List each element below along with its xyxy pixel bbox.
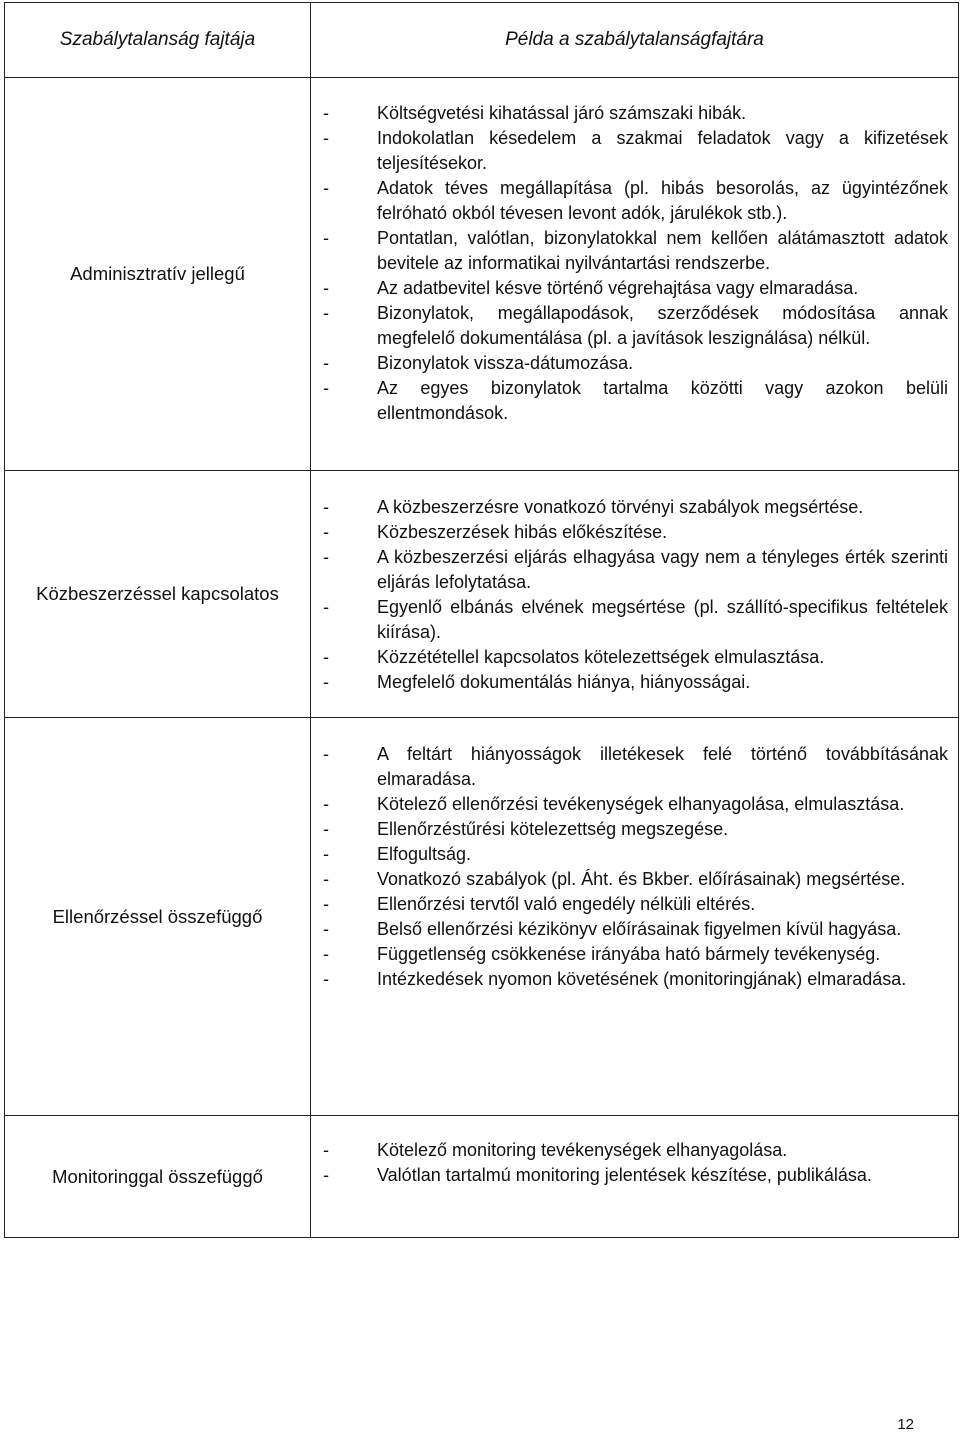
list-item bbox=[317, 301, 948, 351]
list-item bbox=[317, 101, 948, 126]
bullet-dash: - bbox=[323, 869, 329, 889]
list-item-text: A feltárt hiányosságok illetékesek felé történő továbbításának elmaradása. bbox=[377, 744, 948, 789]
list-item bbox=[317, 1138, 948, 1163]
list-item-text: Közzététellel kapcsolatos kötelezettségek elmulasztása. bbox=[377, 647, 825, 667]
list-item-text: Valótlan tartalmú monitoring jelentések készítése, publikálása. bbox=[377, 1165, 872, 1185]
bullet-dash: - bbox=[323, 1165, 329, 1185]
list-item bbox=[317, 545, 948, 595]
example-list bbox=[311, 471, 958, 695]
example-list bbox=[311, 78, 958, 447]
list-item bbox=[317, 792, 948, 817]
table-row bbox=[5, 1116, 959, 1238]
bullet-dash: - bbox=[323, 378, 329, 398]
list-item-text: Bizonylatok, megállapodások, szerződések módosítása annak megfelelő dokumentálása (pl. a javítások leszignálása) nélkül. bbox=[377, 303, 948, 348]
list-item bbox=[317, 817, 948, 842]
irregularity-table bbox=[4, 2, 959, 1238]
header-example: Példa a szabálytalanságfajtára bbox=[311, 3, 959, 78]
header-type: Szabálytalanság fajtája bbox=[5, 3, 311, 78]
irregularity-type: Monitoringgal összefüggő bbox=[5, 1116, 311, 1238]
bullet-dash: - bbox=[323, 597, 329, 617]
irregularity-type: Ellenőrzéssel összefüggő bbox=[5, 718, 311, 1116]
list-item bbox=[317, 276, 948, 301]
list-item bbox=[317, 1163, 948, 1188]
list-item-text: Ellenőrzéstűrési kötelezettség megszegése. bbox=[377, 819, 729, 839]
bullet-dash: - bbox=[323, 128, 329, 148]
irregularity-type: Közbeszerzéssel kapcsolatos bbox=[5, 471, 311, 718]
example-list-cell bbox=[311, 78, 959, 471]
table-row bbox=[5, 471, 959, 718]
bullet-dash: - bbox=[323, 103, 329, 123]
table-row bbox=[5, 718, 959, 1116]
list-item-text: Kötelező monitoring tevékenységek elhanyagolása. bbox=[377, 1140, 788, 1160]
example-list-cell bbox=[311, 1116, 959, 1238]
list-item-text: Pontatlan, valótlan, bizonylatokkal nem kellően alátámasztott adatok bevitele az informatikai nyilvántartási rendszerbe. bbox=[377, 228, 948, 273]
list-item bbox=[317, 351, 948, 376]
list-item-text: Vonatkozó szabályok (pl. Áht. és Bkber. előírásainak) megsértése. bbox=[377, 869, 906, 889]
bullet-dash: - bbox=[323, 228, 329, 248]
example-list-cell bbox=[311, 718, 959, 1116]
bullet-dash: - bbox=[323, 794, 329, 814]
list-item bbox=[317, 595, 948, 645]
list-item bbox=[317, 226, 948, 276]
list-item-text: Közbeszerzések hibás előkészítése. bbox=[377, 522, 668, 542]
list-item bbox=[317, 942, 948, 967]
bullet-dash: - bbox=[323, 547, 329, 567]
bullet-dash: - bbox=[323, 647, 329, 667]
irregularity-type: Adminisztratív jellegű bbox=[5, 78, 311, 471]
list-item bbox=[317, 376, 948, 426]
list-item-text: Intézkedések nyomon követésének (monitoringjának) elmaradása. bbox=[377, 969, 907, 989]
list-item-text: Az egyes bizonylatok tartalma közötti vagy azokon belüli ellentmondások. bbox=[377, 378, 948, 423]
bullet-dash: - bbox=[323, 303, 329, 323]
bullet-dash: - bbox=[323, 672, 329, 692]
example-list-cell bbox=[311, 471, 959, 718]
list-item bbox=[317, 495, 948, 520]
bullet-dash: - bbox=[323, 894, 329, 914]
list-item-text: Elfogultság. bbox=[377, 844, 472, 864]
list-item-text: Megfelelő dokumentálás hiánya, hiányosságai. bbox=[377, 672, 751, 692]
bullet-dash: - bbox=[323, 969, 329, 989]
list-item bbox=[317, 867, 948, 892]
list-item-text: Indokolatlan késedelem a szakmai feladatok vagy a kifizetések teljesítésekor. bbox=[377, 128, 948, 173]
list-item-text: Ellenőrzési tervtől való engedély nélküli eltérés. bbox=[377, 894, 756, 914]
list-item bbox=[317, 892, 948, 917]
example-list bbox=[311, 1116, 958, 1188]
list-item bbox=[317, 967, 948, 992]
list-item-text: A közbeszerzésre vonatkozó törvényi szabályok megsértése. bbox=[377, 497, 864, 517]
bullet-dash: - bbox=[323, 819, 329, 839]
list-item bbox=[317, 917, 948, 942]
page-number: 12 bbox=[897, 1416, 914, 1433]
list-item-text: Egyenlő elbánás elvének megsértése (pl. szállító-specifikus feltételek kiírása). bbox=[377, 597, 948, 642]
bullet-dash: - bbox=[323, 353, 329, 373]
bullet-dash: - bbox=[323, 844, 329, 864]
list-item-text: Az adatbevitel késve történő végrehajtása vagy elmaradása. bbox=[377, 278, 859, 298]
bullet-dash: - bbox=[323, 497, 329, 517]
list-item-text: Kötelező ellenőrzési tevékenységek elhanyagolása, elmulasztása. bbox=[377, 794, 905, 814]
list-item bbox=[317, 645, 948, 670]
bullet-dash: - bbox=[323, 178, 329, 198]
table-header-row bbox=[5, 3, 959, 78]
list-item-text: Belső ellenőrzési kézikönyv előírásainak figyelmen kívül hagyása. bbox=[377, 919, 902, 939]
list-item bbox=[317, 126, 948, 176]
list-item-text: A közbeszerzési eljárás elhagyása vagy nem a tényleges érték szerinti eljárás lefolytatása. bbox=[377, 547, 948, 592]
bullet-dash: - bbox=[323, 744, 329, 764]
list-item bbox=[317, 520, 948, 545]
list-item-text: Bizonylatok vissza-dátumozása. bbox=[377, 353, 634, 373]
list-item bbox=[317, 176, 948, 226]
bullet-dash: - bbox=[323, 1140, 329, 1160]
bullet-dash: - bbox=[323, 919, 329, 939]
bullet-dash: - bbox=[323, 278, 329, 298]
list-item-text: Adatok téves megállapítása (pl. hibás besorolás, az ügyintézőnek felróható okból tévesen levont adók, járulékok stb.). bbox=[377, 178, 948, 223]
list-item bbox=[317, 842, 948, 867]
list-item-text: Költségvetési kihatással járó számszaki hibák. bbox=[377, 103, 747, 123]
bullet-dash: - bbox=[323, 522, 329, 542]
bullet-dash: - bbox=[323, 944, 329, 964]
list-item-text: Függetlenség csökkenése irányába ható bármely tevékenység. bbox=[377, 944, 881, 964]
list-item bbox=[317, 670, 948, 695]
example-list bbox=[311, 718, 958, 992]
table-row bbox=[5, 78, 959, 471]
list-item bbox=[317, 742, 948, 792]
